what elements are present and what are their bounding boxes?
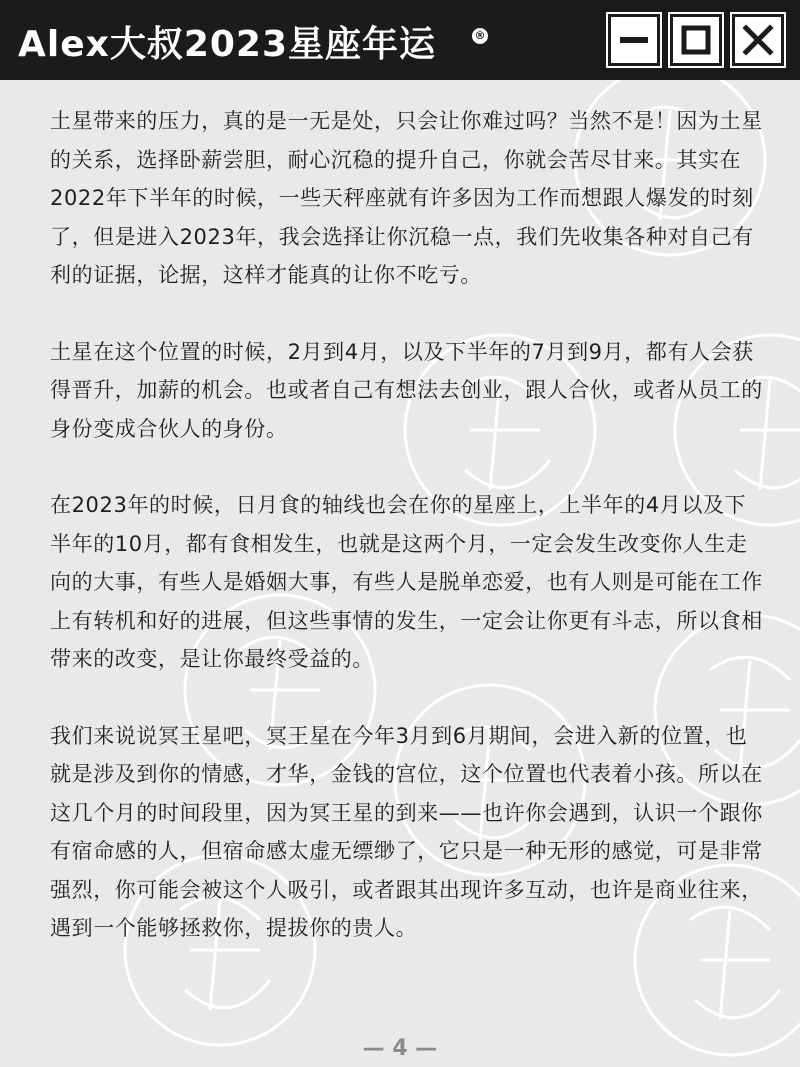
- minimize-button[interactable]: [608, 14, 660, 66]
- close-icon: [735, 17, 781, 63]
- paragraph: 土星带来的压力，真的是一无是处，只会让你难过吗？当然不是！因为土星的关系，选择卧薪尝胆，耐心沉稳的提升自己，你就会苦尽甘来。其实在2022年下半年的时候，一些天秤座就有许多因为工作而想跟人爆发的时刻了，但是进入2023年，我会选择让你沉稳一点，我们先收集各种对自己有利的证据，论据，这样才能真的让你不吃亏。: [50, 109, 763, 287]
- maximize-icon: [673, 17, 719, 63]
- minimize-icon: [611, 17, 657, 63]
- registered-mark: ®: [472, 28, 488, 44]
- article-body: [50, 102, 765, 986]
- paragraph: 我们来说说冥王星吧，冥王星在今年3月到6月期间，会进入新的位置，也就是涉及到你的情感，才华，金钱的宫位，这个位置也代表着小孩。所以在这几个月的时间段里，因为冥王星的到来——也许你会遇到，认识一个跟你有宿命感的人，但宿命感太虚无缥缈了，它只是一种无形的感觉，可是非常强烈，你可能会被这个人吸引，或者跟其出现许多互动，也许是商业往来，遇到一个能够拯救你，提拔你的贵人。: [50, 723, 763, 940]
- close-button[interactable]: [732, 14, 784, 66]
- page-number: — 4 —: [362, 1036, 438, 1061]
- maximize-button[interactable]: [670, 14, 722, 66]
- window-title: Alex大叔2023星座年运: [18, 24, 437, 65]
- title-bar: [0, 0, 800, 80]
- paragraph: 土星在这个位置的时候，2月到4月，以及下半年的7月到9月，都有人会获得晋升，加薪的机会。也或者自己有想法去创业，跟人合伙，或者从员工的身份变成合伙人的身份。: [50, 339, 763, 441]
- paragraph: 在2023年的时候，日月食的轴线也会在你的星座上，上半年的4月以及下半年的10月，都有食相发生，也就是这两个月，一定会发生改变你人生走向的大事，有些人是婚姻大事，有些人是脱单恋爱，也有人则是可能在工作上有转机和好的进展，但这些事情的发生，一定会让你更有斗志，所以食相带来的改变，是让你最终受益的。: [50, 493, 763, 671]
